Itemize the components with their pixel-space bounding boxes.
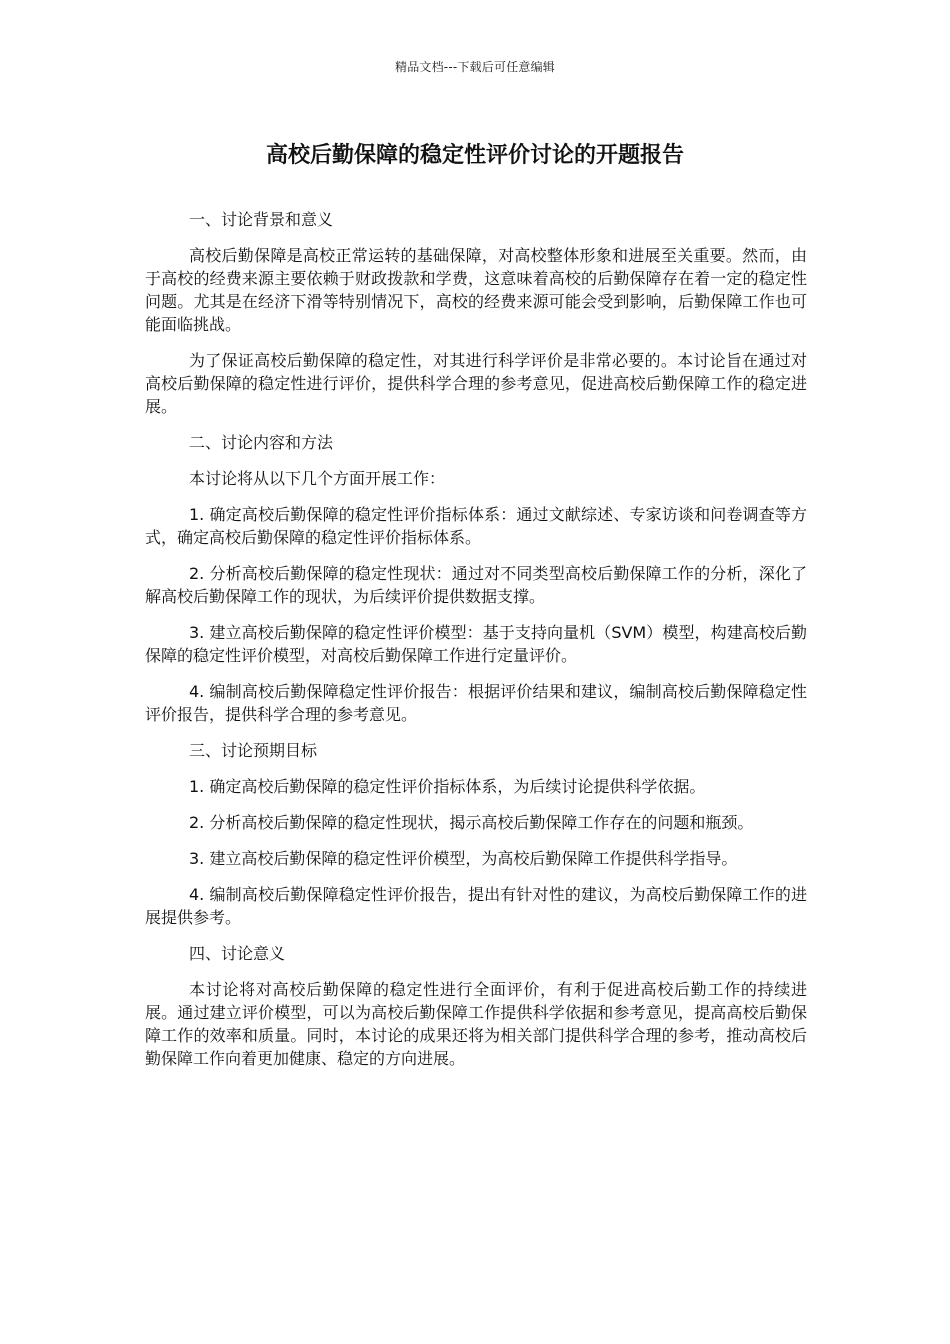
list-item: 3. 建立高校后勤保障的稳定性评价模型，为高校后勤保障工作提供科学指导。 [189,849,738,868]
list-item: 2. 分析高校后勤保障的稳定性现状：通过对不同类型高校后勤保障工作的分析，深化了解高校后勤保障工作的现状，为后续评价提供数据支撑。 [145,564,807,606]
list-item: 1. 确定高校后勤保障的稳定性评价指标体系：通过文献综述、专家访谈和问卷调查等方式，确定高校后勤保障的稳定性评价指标体系。 [145,505,807,547]
section-heading: 三、讨论预期目标 [189,741,318,760]
list-item: 1. 确定高校后勤保障的稳定性评价指标体系，为后续讨论提供科学依据。 [189,777,706,796]
section-heading: 一、讨论背景和意义 [189,210,334,229]
document-title: 高校后勤保障的稳定性评价讨论的开题报告 [265,143,684,168]
paragraph: 为了保证高校后勤保障的稳定性，对其进行科学评价是非常必要的。本讨论旨在通过对高校后勤保障的稳定性进行评价，提供科学合理的参考意见，促进高校后勤保障工作的稳定进展。 [145,351,807,416]
paragraph: 高校后勤保障是高校正常运转的基础保障，对高校整体形象和进展至关重要。然而，由于高校的经费来源主要依赖于财政拨款和学费，这意味着高校的后勤保障存在着一定的稳定性问题。尤其是在经济下滑等特别情况下，高校的经费来源可能会受到影响，后勤保障工作也可能面临挑战。 [145,246,807,334]
document-body [145,208,807,1083]
list-item: 4. 编制高校后勤保障稳定性评价报告，提出有针对性的建议，为高校后勤保障工作的进展提供参考。 [145,885,807,927]
section-heading: 二、讨论内容和方法 [189,433,334,452]
paragraph: 本讨论将从以下几个方面开展工作： [189,469,446,488]
section-heading: 四、讨论意义 [189,944,286,963]
paragraph: 本讨论将对高校后勤保障的稳定性进行全面评价，有利于促进高校后勤工作的持续进展。通过建立评价模型，可以为高校后勤保障工作提供科学依据和参考意见，提高高校后勤保障工作的效率和质量。同时，本讨论的成果还将为相关部门提供科学合理的参考，推动高校后勤保障工作向着更加健康、稳定的方向进展。 [145,980,807,1068]
header-note: 精品文档---下载后可任意编辑 [395,60,555,74]
list-item: 4. 编制高校后勤保障稳定性评价报告：根据评价结果和建议，编制高校后勤保障稳定性评价报告，提供科学合理的参考意见。 [145,682,807,724]
list-item: 2. 分析高校后勤保障的稳定性现状，揭示高校后勤保障工作存在的问题和瓶颈。 [189,813,754,832]
list-item: 3. 建立高校后勤保障的稳定性评价模型：基于支持向量机（SVM）模型，构建高校后勤保障的稳定性评价模型，对高校后勤保障工作进行定量评价。 [145,623,807,665]
